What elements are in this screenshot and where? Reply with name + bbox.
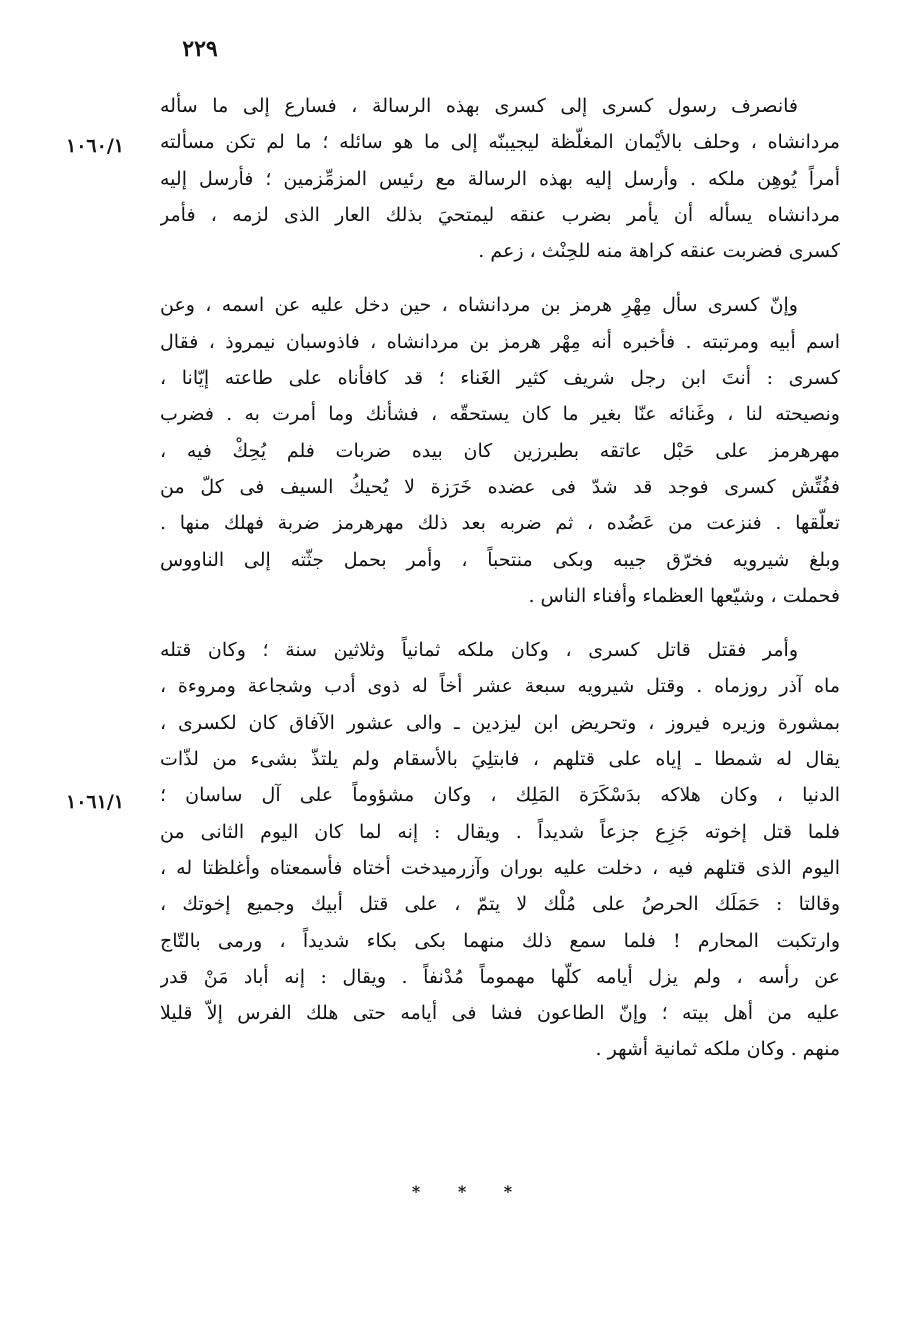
body-text	[160, 88, 840, 1086]
text-line: ماه آذر روزماه . وقتل شيرويه سبعة عشر أخاً له ذوى أدب وشجاعة ومروءة ،	[160, 675, 840, 698]
text-line: الدنيا ، وكان هلاكه بدَسْكَرَة المَلِك ، وكان مشؤوماً على آل ساسان ؛	[160, 784, 840, 807]
text-line: مهرهرمز على حَبْل عاتقه بطبرزين كان بيده ضربات فلم يُحِكْ فيه ،	[160, 439, 840, 462]
text-line: كسرى فضربت عنقه كراهة منه للحِنْث ، زعم .	[478, 240, 840, 263]
margin-notes	[0, 0, 160, 1340]
text-line: ففُتِّش كسرى فوجد قد شدّ فى عضده خَرَزة لا يُحيكُ السيف فى كلّ من	[160, 475, 840, 498]
paragraph	[160, 88, 840, 269]
text-line: اسم أبيه ومرتبته . فأخبره أنه مِهْر هرمز بن مردانشاه ، فاذوسبان نيمروذ ، فقال	[160, 330, 840, 353]
text-line: عن رأسه ، ولم يزل أيامه كلّها مهموماً مُدْنفاً . ويقال : إنه أباد مَنْ قدر	[160, 965, 840, 988]
text-line: مردانشاه يسأله أن يأمر بضرب عنقه ليمتحيَ بذلك العار الذى لزمه ، فأمر	[160, 203, 840, 226]
text-line: فانصرف رسول كسرى إلى كسرى بهذه الرسالة ، فسارع إلى ما سأله	[160, 95, 798, 117]
text-line: أمراً يُوهِن ملكه . وأرسل إليه بهذه الرسالة مع رئيس المزمِّزمين ؛ فأرسل إليه	[160, 167, 840, 190]
paragraph	[160, 632, 840, 1068]
section-separator: * * *	[411, 1182, 529, 1201]
text-line: ونصيحته لنا ، وغَنائه عنّا بغير ما كان يستحقّه ، فشأنك وما أمرت به . فضرب	[160, 403, 840, 426]
text-line: مردانشاه ، وحلف بالأيْمان المغلّظة ليجيبنّه إلى ما هو سائله ؛ ما لم تكن مسألته	[160, 131, 840, 154]
text-line: وارتكبت المحارم ! فلما سمع ذلك منهما بكى بكاء شديداً ، ورمى بالتّاج	[160, 929, 840, 952]
text-line: وقالتا : حَمَلَك الحرصُ على مُلْك لا يتمّ ، على قتل أبيك وجميع إخوتك ،	[160, 893, 840, 916]
text-line: وبلغ شيرويه فخرّق جيبه وبكى منتحباً ، وأمر بحمل جثّته إلى الناووس	[160, 548, 840, 571]
text-line: منهم . وكان ملكه ثمانية أشهر .	[595, 1038, 840, 1061]
paragraph	[160, 287, 840, 614]
text-line: يقال له شمطا ـ إياه على قتلهم ، فابتلِيَ بالأسقام ولم يلتذّ بشىء من لذّات	[160, 748, 840, 771]
page-number: ٢٢٩	[182, 36, 218, 62]
text-line: وأمر فقتل قاتل كسرى ، وكان ملكه ثمانياً وثلاثين سنة ؛ وكان قتله	[160, 639, 798, 662]
text-line: فلما قتل إخوته جَزِع جزعاً شديداً . ويقال : إنه لما كان اليوم الثانى من	[160, 820, 840, 843]
text-line: كسرى : أنتَ ابن رجل شريف كثير الغَناء ؛ قد كافأناه على طاعته إيّانا ،	[160, 367, 840, 390]
text-line: اليوم الذى قتلهم فيه ، دخلت عليه بوران وآزرميدخت أختاه فأسمعتاه وأغلظتا له ،	[160, 856, 840, 879]
margin-note-reference: ١٠٦١/١	[66, 791, 124, 813]
text-line: تعلّقها . فنزعت من عَضُده ، ثم ضربه بعد ذلك مهرهرمز ضربة فهلك منها .	[160, 512, 840, 535]
text-line: وإنّ كسرى سأل مِهْرِ هرمز بن مردانشاه ، حين دخل عليه عن اسمه ، وعن	[160, 294, 798, 317]
margin-note-reference: ١٠٦٠/١	[66, 135, 124, 157]
text-line: عليه من أهل بيته ؛ وإنّ الطاعون فشا فى أيامه حتى هلك الفرس إلاّ قليلا	[160, 1002, 840, 1025]
text-line: فحملت ، وشيّعها العظماء وأفناء الناس .	[528, 584, 840, 607]
text-line: بمشورة وزيره فيروز ، وتحريض ابن ليزدين ـ والى عشور الآفاق كان لكسرى ،	[160, 711, 840, 734]
